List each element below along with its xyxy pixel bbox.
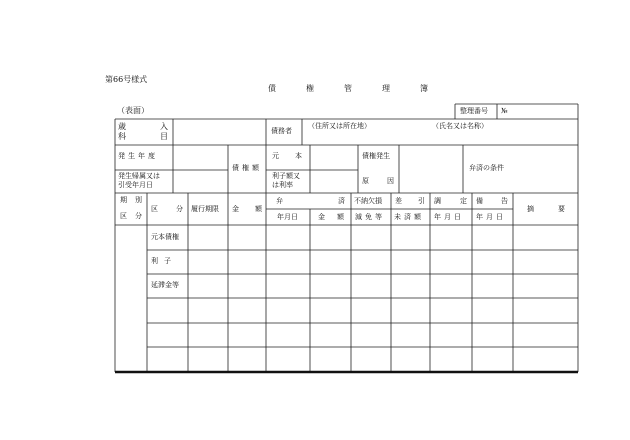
kamoku-char-2: 目 [160,132,168,141]
bensai-char-1: 弁 [276,197,283,205]
kingaku2-char-2: 額 [337,213,344,221]
nengappi-label: 年月日 [277,213,298,221]
genmen-label: 減免等 [355,213,385,221]
kubun2-char-2: 分 [176,205,183,213]
title-char-5: 簿 [420,84,428,93]
sashihiki-char-1: 差 [395,197,402,205]
hassei-nendo-label: 発生年度 [118,152,158,160]
side-label: （表面） [117,106,149,115]
bensai-joken-label: 弁済の条件 [469,164,504,172]
choutei-char-1: 調 [434,197,441,205]
misaigaku-label: 未済額 [394,213,424,221]
genin-char-1: 原 [362,177,369,185]
no-mark: № [501,107,508,115]
rishigaku-label-2: は利率 [272,181,293,189]
bikou-char-1: 備 [476,197,483,205]
form-number: 第66号様式 [105,75,148,84]
sainyu-char-2: 入 [160,122,168,131]
sainyu-char-1: 歳 [118,122,126,131]
saimusha-label: 債務者 [271,127,292,135]
ganpon-char-1: 元 [272,152,279,160]
title-char-3: 管 [344,84,352,93]
row-label-ganpon-saiken: 元本債権 [151,233,179,241]
tekiyou-char-2: 要 [558,205,565,213]
kubun-char-2: 分 [135,212,142,220]
row-label-rishi: 利子 [151,257,177,265]
bensai-char-2: 済 [338,197,345,205]
title-char-2: 権 [306,84,314,93]
genin-char-2: 因 [387,177,394,185]
kingaku2-char-1: 金 [318,213,325,221]
nengappi3-label: 年月日 [476,213,506,221]
ganpon-char-2: 本 [295,152,302,160]
saiken-hassei-label: 債権発生 [362,152,390,160]
nengappi2-label: 年月日 [434,213,464,221]
row-label-entaikin: 延滞金等 [151,281,179,289]
kingaku-char-1: 金 [232,205,239,213]
kubun2-char-1: 区 [151,205,158,213]
sashihiki-char-2: 引 [418,197,425,205]
saiken-gaku-label: 債権額 [232,164,262,172]
kibetsu-char-2: 別 [135,196,142,204]
bikou-char-2: 告 [501,197,508,205]
hassei-kizoku-label-1: 発生帰属又は [118,172,160,180]
choutei-char-2: 定 [460,197,467,205]
title-char-4: 理 [382,84,390,93]
kibetsu-char-1: 期 [120,196,127,204]
kubun-char-1: 区 [120,212,127,220]
title-char-1: 債 [268,84,276,93]
name-note: （氏名又は名称） [432,122,488,130]
address-note: （住所又は所在地） [308,122,371,130]
kingaku-char-2: 額 [255,205,262,213]
rishigaku-label-1: 利子額又 [272,172,300,180]
seiri-bango-label: 整理番号 [460,107,488,115]
kamoku-char-1: 科 [118,132,126,141]
rikou-kigen-label: 履行期限 [191,205,219,213]
nouketsu-label: 不納欠損 [354,197,382,205]
tekiyou-char-1: 摘 [527,205,534,213]
hassei-kizoku-label-2: 引受年月日 [118,181,153,189]
